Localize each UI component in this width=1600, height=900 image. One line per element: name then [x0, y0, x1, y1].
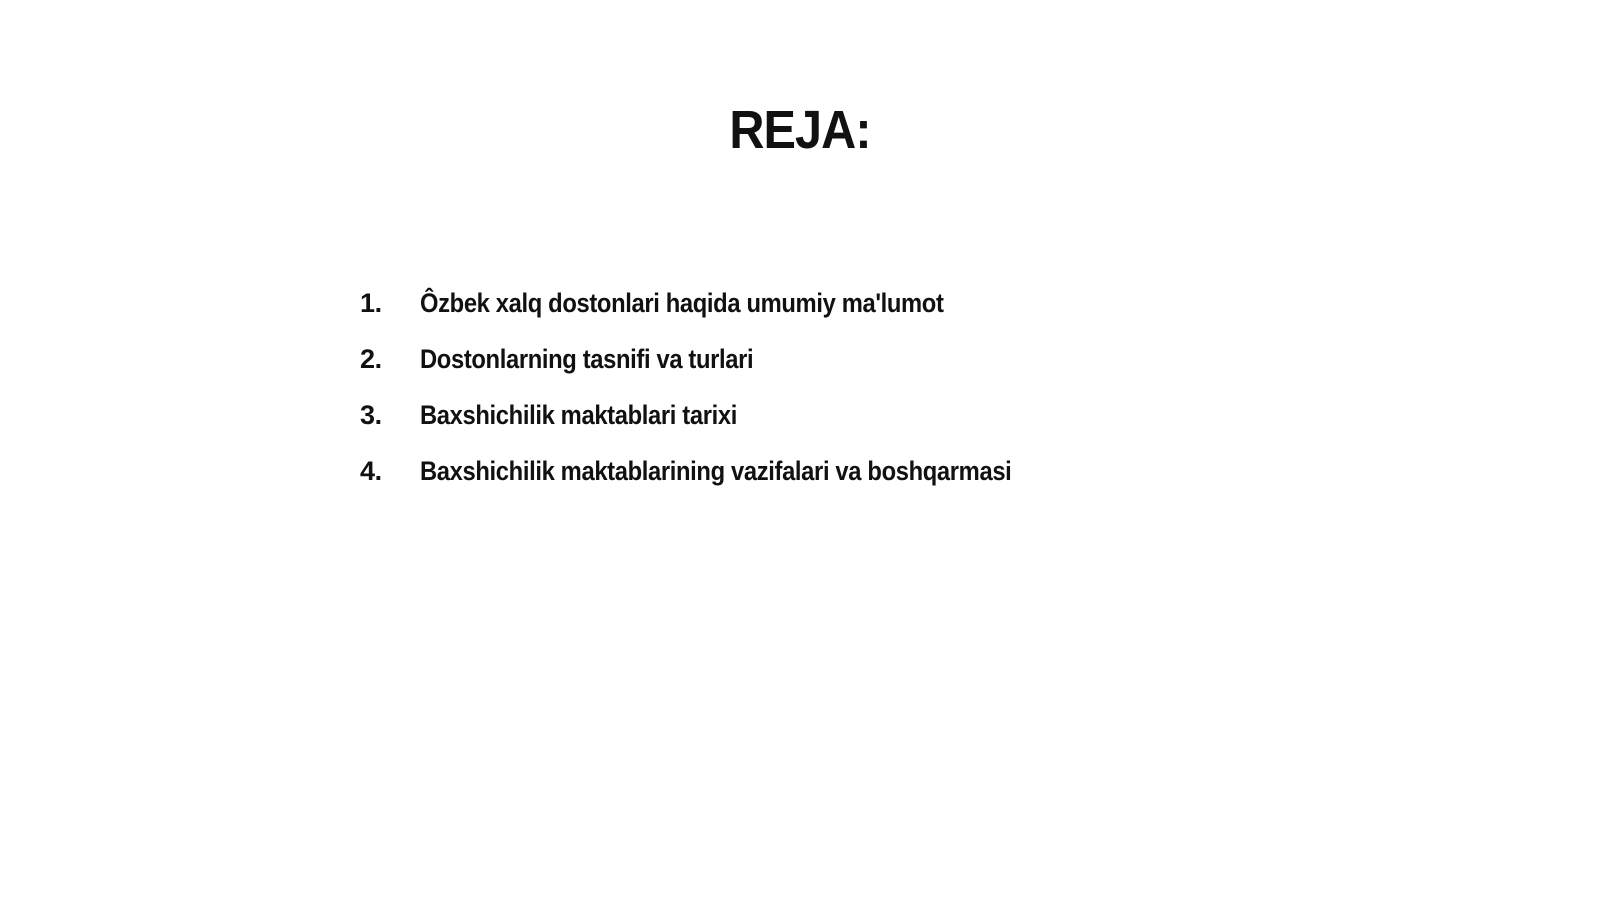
slide-title: REJA:	[729, 100, 871, 160]
list-item-text: Baxshichilik maktablari tarixi	[420, 400, 737, 430]
list-item-number: 2.	[360, 344, 382, 374]
list-item	[360, 344, 1260, 400]
list-item-number: 1.	[360, 288, 382, 318]
plan-list	[360, 288, 1260, 512]
list-item-text: Dostonlarning tasnifi va turlari	[420, 344, 754, 374]
list-item	[360, 456, 1260, 512]
list-item	[360, 288, 1260, 344]
list-item-number: 3.	[360, 400, 382, 430]
list-item-number: 4.	[360, 456, 382, 486]
list-item-text: Ôzbek xalq dostonlari haqida umumiy ma'lumot	[420, 288, 944, 318]
list-item	[360, 400, 1260, 456]
list-item-text: Baxshichilik maktablarining vazifalari va boshqarmasi	[420, 456, 1012, 486]
